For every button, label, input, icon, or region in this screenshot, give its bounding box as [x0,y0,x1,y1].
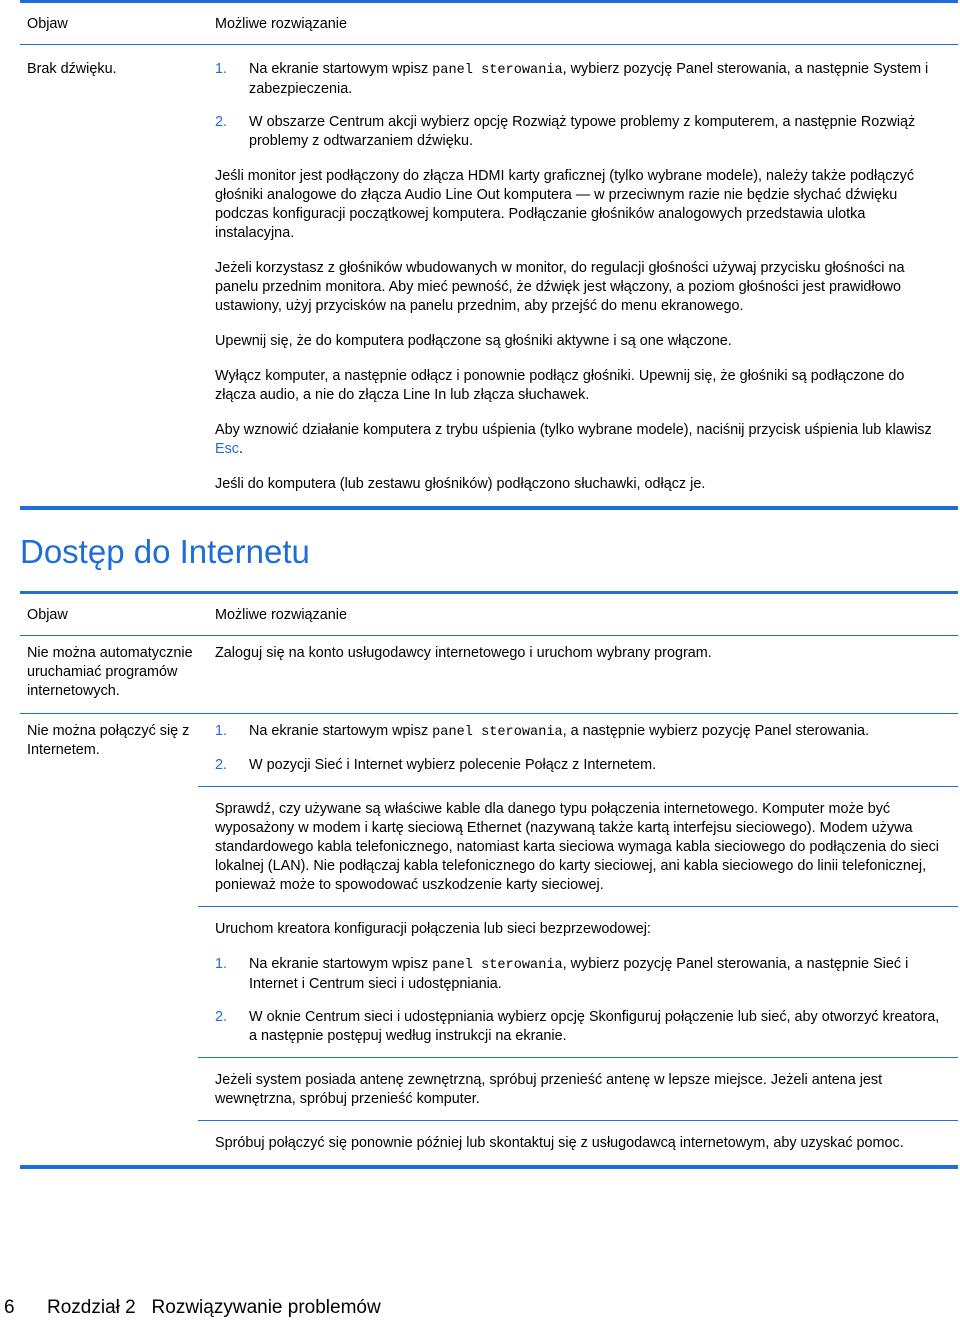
step-number: 1. [215,723,228,739]
symptom-cell: Nie można połączyć się z Internetem. [27,723,190,758]
solution-paragraph: Uruchom kreatora konfiguracji połączenia lub sieci bezprzewodowej: [215,921,651,937]
ui-term: Skonfiguruj połączenie lub sieć [588,1009,787,1025]
divider [198,906,958,907]
step-text: W pozycji Sieć i Internet wybierz polecenie Połącz z Internetem. [249,757,657,773]
step-text: Na ekranie startowym wpisz panel sterowania, wybierz pozycję Panel sterowania, a następnie System i zabezpieczenia. [249,61,929,97]
ui-term: Sieć i Internet [249,956,909,992]
divider-wrap [215,906,948,907]
ui-term: Centrum sieci i udostępniania [309,976,498,992]
list-item [215,955,948,994]
divider [198,786,958,787]
key-name: Esc [215,441,239,457]
troubleshooting-table-sound [20,0,958,510]
solution-paragraph: Jeżeli korzystasz z głośników wbudowanych w monitor, do regulacji głośności używaj przycisku głośności na panelu przednim monitora. Aby mieć pewność, że dźwięk jest włączony, a poziom głośności jest prawidłowo ustawiony, użyj przycisków na panelu przednim, aby przejść do menu ekranowego. [215,260,905,314]
section-title: Dostęp do Internetu [20,533,310,570]
ui-term: Panel sterowania [754,723,866,739]
column-header-solution: Możliwe rozwiązanie [215,607,347,623]
solution-paragraph: Upewnij się, że do komputera podłączone są głośniki aktywne i są one włączone. [215,333,732,349]
table-row [20,45,958,510]
divider [198,1057,958,1058]
step-number: 2. [215,114,228,130]
ui-term: Panel sterowania [676,956,787,972]
list-item [215,756,948,775]
table-header-row [20,3,958,45]
table-row [20,636,958,714]
column-header-symptom: Objaw [27,16,68,32]
step-number: 2. [215,757,228,773]
symptom-cell: Brak dźwięku. [27,61,117,77]
solution-cell [198,45,958,506]
list-item [215,722,948,742]
command-text: panel sterowania [432,725,563,740]
list-item [215,60,948,99]
step-number: 2. [215,1009,228,1025]
symptom-cell: Nie można automatycznie uruchamiać programów internetowych. [27,645,193,699]
step-text: Na ekranie startowym wpisz panel sterowania, a następnie wybierz pozycję Panel sterowania. [249,723,870,740]
ui-term: System i zabezpieczenia [249,61,929,97]
troubleshooting-table-internet [20,591,958,1169]
page-number: 6 [4,1297,15,1318]
column-header-solution: Możliwe rozwiązanie [215,16,347,32]
solution-cell [198,714,958,1165]
ui-term: Połącz z Internetem [524,757,653,773]
divider-wrap [215,1120,948,1121]
solution-paragraph: Jeżeli system posiada antenę zewnętrzną, spróbuj przenieść antenę w lepsze miejsce. Jeżeli antena jest wewnętrzna, spróbuj przenieść komputer. [215,1072,883,1107]
solution-paragraph: Sprawdź, czy używane są właściwe kable dla danego typu połączenia internetowego. Komputer może być wyposażony w modem i kartę sieciową Ethernet (nazywaną także kartą interfejsu sieciowego). Modem używa standardowego kabla telefonicznego, natomiast karta sieciowa wymaga kabla sieciowego do podłączenia do sieci lokalnej (LAN). Nie podłączaj kabla telefonicznego do karty sieciowej, ani kabla sieciowego do linii telefonicznej, ponieważ może to spowodować uszkodzenie karty sieciowej. [215,801,939,893]
command-text: panel sterowania [432,63,563,78]
ui-term: Panel sterowania [676,61,787,77]
divider [198,1120,958,1121]
step-text: W oknie Centrum sieci i udostępniania wybierz opcję Skonfiguruj połączenie lub sieć, aby otworzyć kreatora, a następnie postępuj według instrukcji na ekranie. [249,1009,940,1044]
divider-wrap [215,786,948,787]
command-text: panel sterowania [432,958,563,973]
solution-paragraph: Aby wznowić działanie komputera z trybu uśpienia (tylko wybrane modele), naciśnij przycisk uśpienia lub klawisz Esc. [215,422,932,457]
solution-paragraph: Jeśli monitor jest podłączony do złącza HDMI karty graficznej (tylko wybrane modele), należy także podłączyć głośniki analogowe do złącza Audio Line Out komputera — w przeciwnym razie nie będzie słychać dźwięku podczas konfiguracji początkowej komputera. Podłączanie głośników analogowych przedstawia ulotka instalacyjna. [215,168,915,241]
list-item [215,1008,948,1046]
table-header-row [20,594,958,636]
solution-paragraph: Spróbuj połączyć się ponownie później lub skontaktuj się z usługodawcą internetowym, aby uzyskać pomoc. [215,1135,904,1151]
solution-paragraph: Jeśli do komputera (lub zestawu głośników) podłączono słuchawki, odłącz je. [215,476,706,492]
column-header-symptom: Objaw [27,607,68,623]
divider-wrap [215,1057,948,1058]
step-text: W obszarze Centrum akcji wybierz opcję Rozwiąż typowe problemy z komputerem, a następnie Rozwiąż problemy z odtwarzaniem dźwięku. [249,114,916,149]
solution-paragraph: Wyłącz komputer, a następnie odłącz i ponownie podłącz głośniki. Upewnij się, że głośniki są podłączone do złącza audio, a nie do złącza Line In lub złącza słuchawek. [215,368,905,403]
table-row [20,714,958,1169]
list-item [215,113,948,151]
solution-cell: Zaloguj się na konto usługodawcy internetowego i uruchom wybrany program. [215,645,712,661]
step-number: 1. [215,956,228,972]
ui-term: Rozwiąż typowe problemy z komputerem [512,114,775,130]
ui-term: Rozwiąż problemy z odtwarzaniem dźwięku [249,114,916,149]
step-text: Na ekranie startowym wpisz panel sterowania, wybierz pozycję Panel sterowania, a następnie Sieć i Internet i Centrum sieci i udostępniania. [249,956,909,992]
page-footer [4,1296,381,1320]
chapter-title: Rozdział 2 Rozwiązywanie problemów [47,1297,381,1318]
step-number: 1. [215,61,228,77]
